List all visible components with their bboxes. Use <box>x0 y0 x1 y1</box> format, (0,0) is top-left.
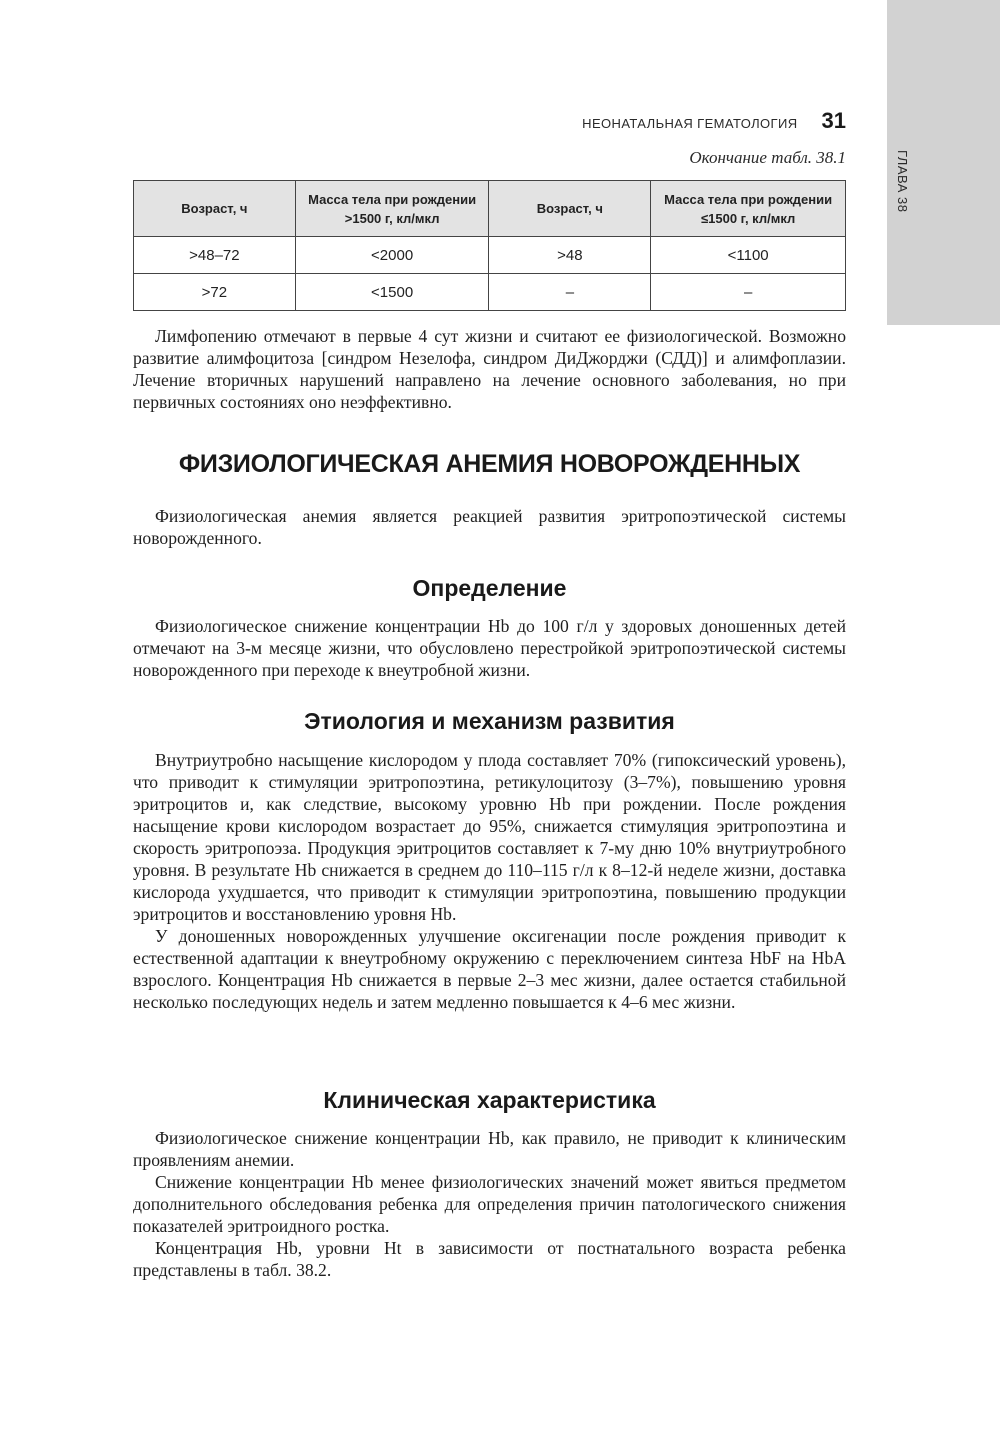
table-header-cell: Возраст, ч <box>489 181 651 237</box>
table-header-cell: Масса тела при рождении ≤1500 г, кл/мкл <box>651 181 846 237</box>
definition-block <box>133 615 846 681</box>
clinical-paragraph: Физиологическое снижение концентрации Hb, как правило, не приводит к клиническим проявлениям анемии. <box>133 1128 846 1170</box>
intro-paragraph: Лимфопению отмечают в первые 4 сут жизни и считают ее физиологической. Возможно развитие алимфоцитоза [синдром Незелофа, синдром ДиДжорджи (СДД)] и алимфоплазии. Лечение вторичных нарушений направлено на лечение основного заболевания, но при первичных состояниях оно неэффективно. <box>133 326 846 412</box>
table-cell: <1500 <box>295 274 489 311</box>
section-title: ФИЗИОЛОГИЧЕСКАЯ АНЕМИЯ НОВОРОЖДЕННЫХ <box>178 450 801 478</box>
table-header-cell: Возраст, ч <box>134 181 296 237</box>
definition-paragraph: Физиологическое снижение концентрации Hb до 100 г/л у здоровых доношенных детей отмечают на 3-м месяце жизни, что обусловлено перестройкой эритропоэтической системы новорожденного при переходе к внеутробной жизни. <box>133 616 846 680</box>
table-cell: <2000 <box>295 237 489 274</box>
etiology-paragraph: Внутриутробно насыщение кислородом у плода составляет 70% (гипоксический уровень), что приводит к стимуляции эритропоэтина, ретикулоцитозу (3–7%), повышению уровня эритроцитов и, как следствие, высокому уровню Hb при рождении. После рождения насыщение крови кислородом возрастает до 95%, снижается стимуляция эритропоэтина и скорость эритропоэза. Продукция эритроцитов составляет к 7-му дню 10% внутриутробного уровня. В результате Hb снижается в среднем до 110–115 г/л к 8–12-й неделе жизни, доставка кислорода ухудшается, что приводит к стимуляции эритропоэтина, повышению продукции эритроцитов и восстановлению уровня Hb. <box>133 750 846 924</box>
table-cell: – <box>489 274 651 311</box>
etiology-paragraph: У доношенных новорожденных улучшение оксигенации после рождения приводит к естественной адаптации к внеутробному окружению с переключением синтеза HbF на HbA взрослого. Концентрация Hb снижается в первые 2–3 мес жизни, далее остается стабильной несколько последующих недель и затем медленно повышается к 4–6 мес жизни. <box>133 926 846 1012</box>
chapter-label: ГЛАВА 38 <box>895 150 910 213</box>
etiology-block <box>133 749 846 1013</box>
table-header-row <box>134 181 846 237</box>
table-cell: >72 <box>134 274 296 311</box>
clinical-block <box>133 1127 846 1281</box>
running-header <box>560 108 846 134</box>
clinical-heading: Клиническая характеристика <box>323 1087 656 1113</box>
section-lead: Физиологическая анемия является реакцией развития эритропоэтической системы новорожденного. <box>133 506 846 548</box>
page-number: 31 <box>821 108 846 133</box>
intro-block <box>133 325 846 413</box>
table-row <box>134 237 846 274</box>
leukocyte-table <box>133 180 846 311</box>
table-caption: Окончание табл. 38.1 <box>689 148 846 167</box>
table-cell: – <box>651 274 846 311</box>
table-cell: <1100 <box>651 237 846 274</box>
table-cell: >48–72 <box>134 237 296 274</box>
clinical-paragraph: Снижение концентрации Hb менее физиологических значений может явиться предметом дополнительного обследования ребенка для определения причин патологического снижения показателей эритроидного ростка. <box>133 1172 846 1236</box>
table-header-cell: Масса тела при рождении >1500 г, кл/мкл <box>295 181 489 237</box>
etiology-heading: Этиология и механизм развития <box>304 708 675 734</box>
table-row <box>134 274 846 311</box>
clinical-paragraph: Концентрация Hb, уровни Ht в зависимости от постнатального возраста ребенка представлены в табл. 38.2. <box>133 1238 846 1280</box>
running-title: НЕОНАТАЛЬНАЯ ГЕМАТОЛОГИЯ <box>582 116 798 131</box>
definition-heading: Определение <box>412 575 567 601</box>
section-lead-block <box>133 505 846 549</box>
table-cell: >48 <box>489 237 651 274</box>
